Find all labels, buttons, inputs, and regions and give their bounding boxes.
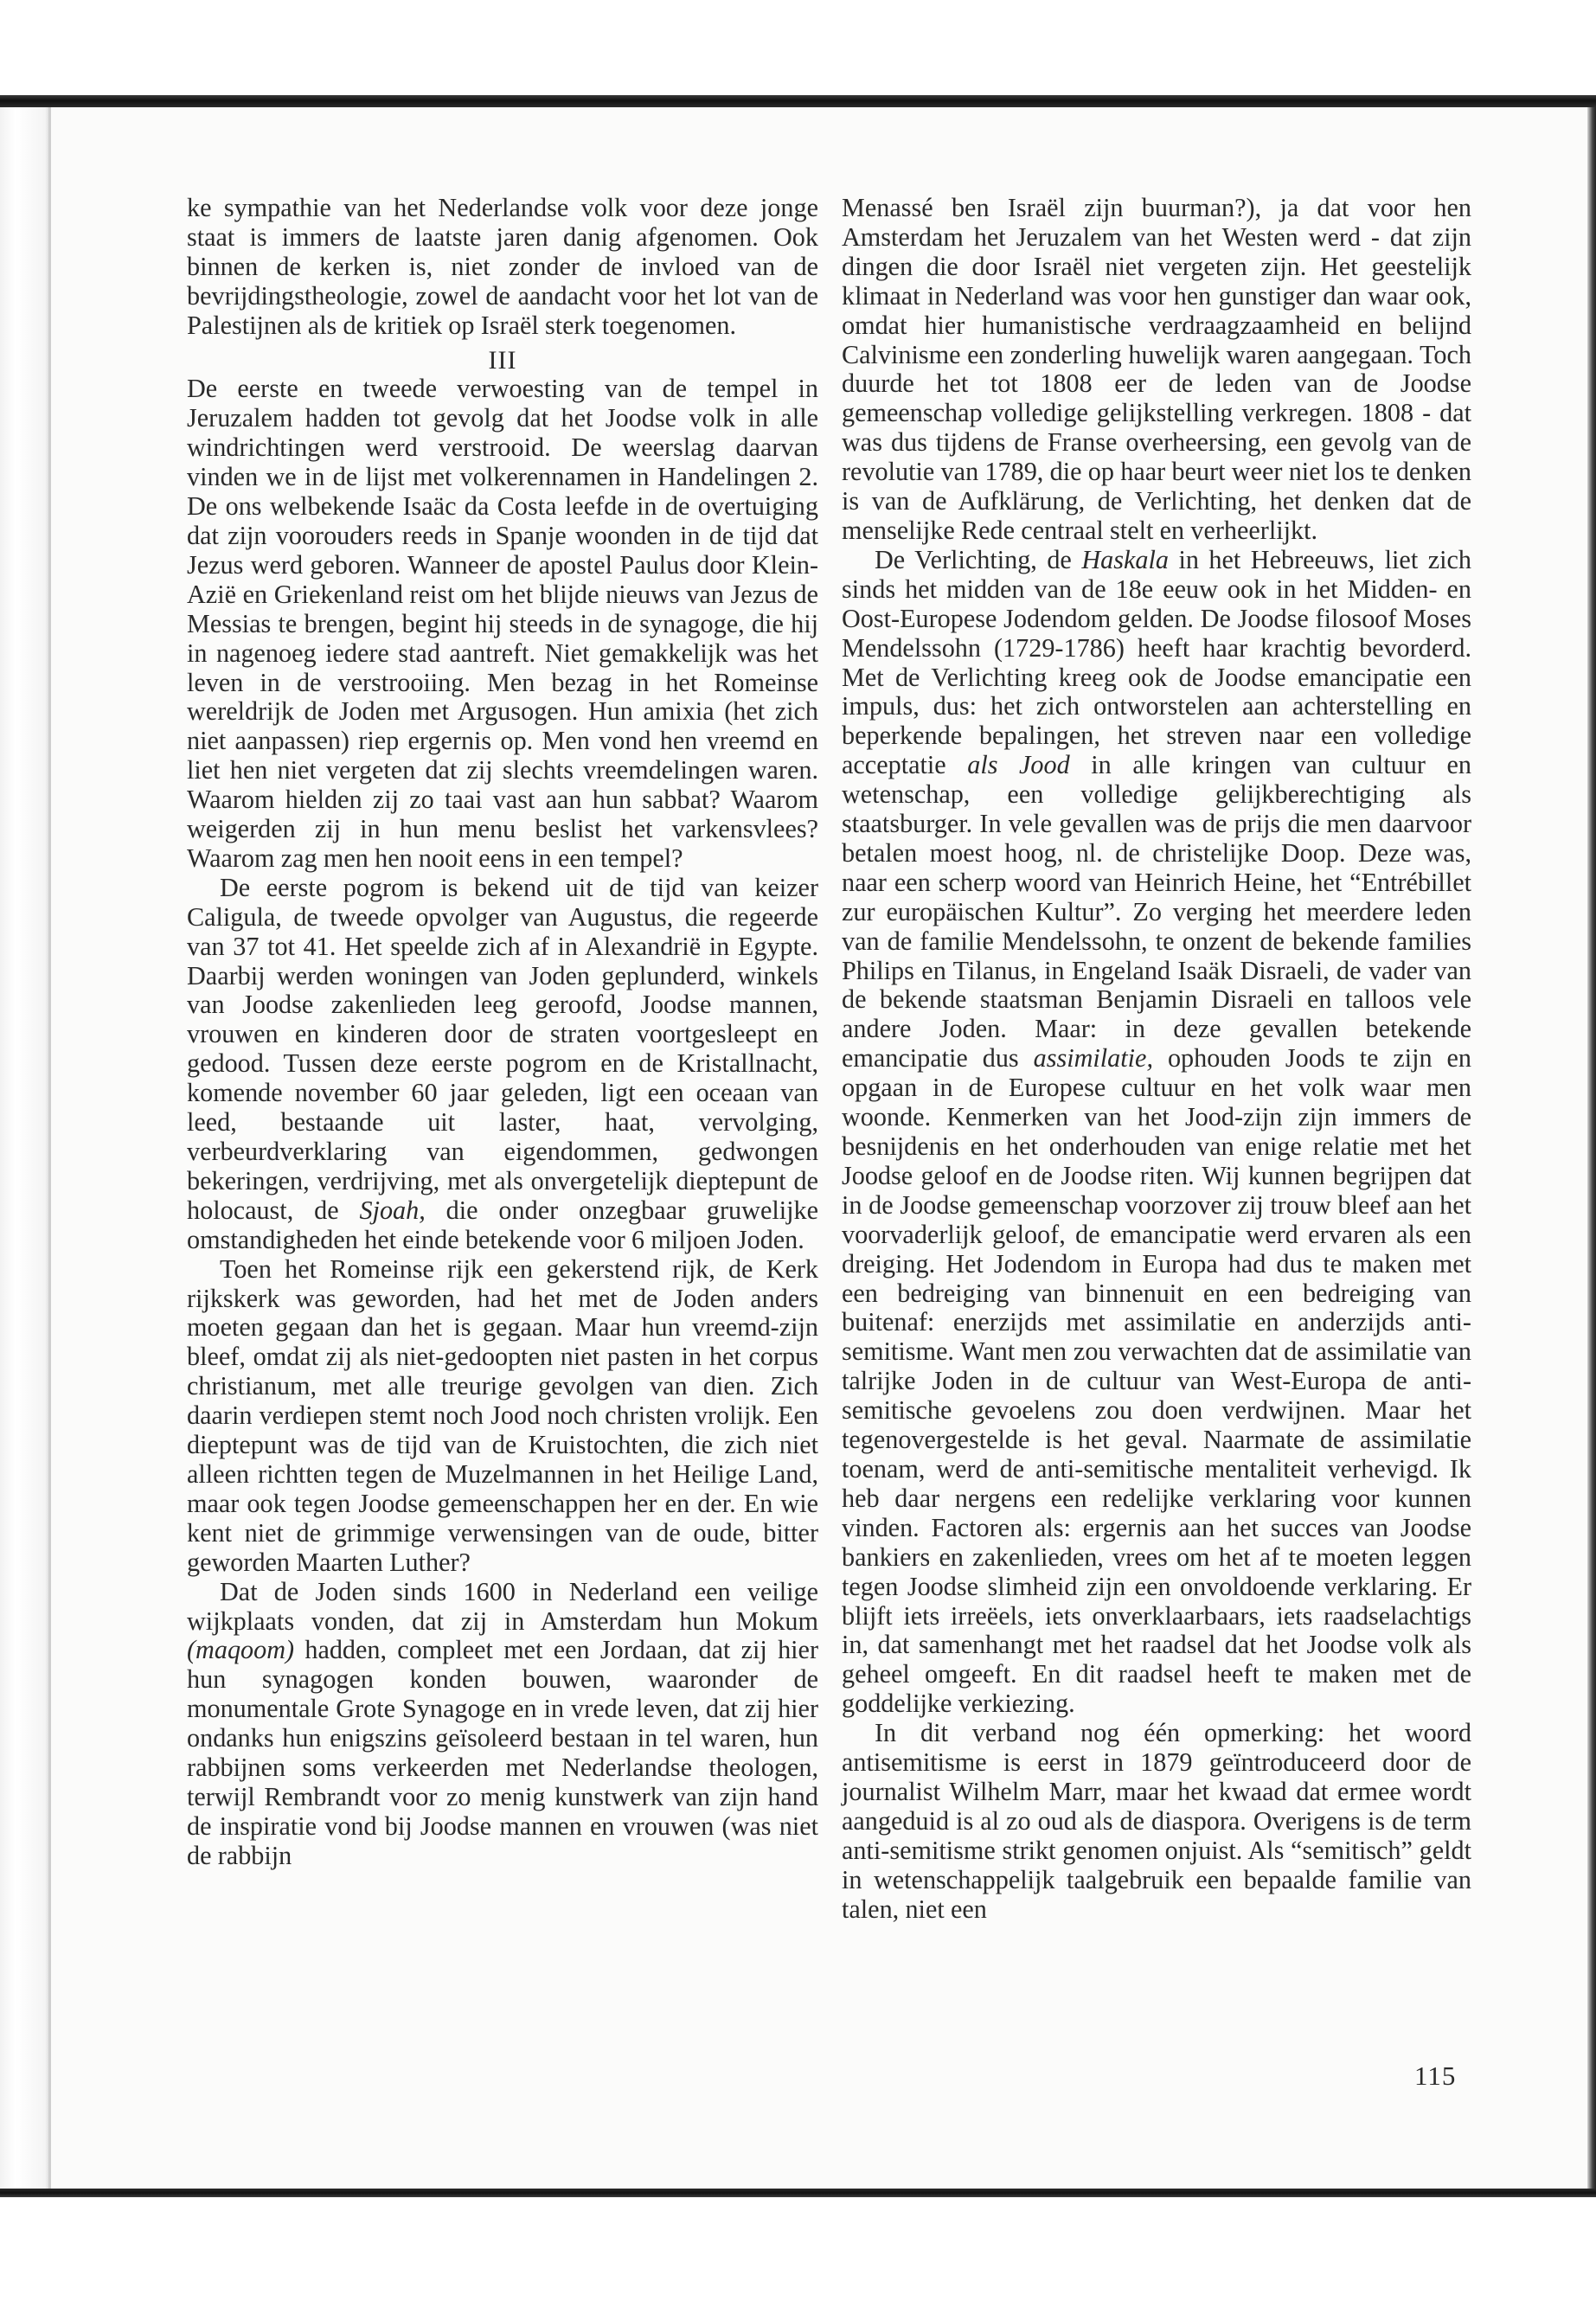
paragraph-text: in het Hebreeuws, liet zich sinds het midden van de 18e eeuw ook in het Midden- en Oost-Europese Jodendom gelden. De Joodse filosoof Moses Mendelssohn (1729-1786) heeft haar krachtig bevorderd. Met de Verlichting kreeg ook de Joodse emancipatie een impuls, dus: het zich ontworstelen aan achterstelling en beperkende bepalingen, het streven naar een volledige acceptatie — [842, 544, 1471, 780]
paragraph: De eerste en tweede verwoesting van de tempel in Jeruzalem hadden tot gevolg dat het Joodse volk in alle windrichtingen werd verstrooid. De weerslag daarvan vinden we in de lijst met volkerennamen in Handelingen 2. De ons welbekende Isaäc da Costa leefde in de overtuiging dat zijn voorouders reeds in Spanje woonden in de tijd dat Jezus werd geboren. Wanneer de apostel Paulus door Klein-Azië en Griekenland reist om het blijde nieuws van Jezus de Messias te brengen, begint hij steeds in de synagoge, die hij in nagenoeg iedere stad aantreft. Niet gemakkelijk was het leven in de verstrooiing. Men bezag in het Romeinse wereldrijk de Joden met Argusogen. Hun amixia (het zich niet aanpassen) riep ergernis op. Men vond hen vreemd en liet hen niet vergeten dat zij slechts vreemdelingen waren. Waarom hielden zij zo taai vast aan hun sabbat? Waarom weigerden zij in hun menu beslist het varkensvlees? Waarom zag men hen nooit eens in een tempel? — [187, 374, 818, 873]
scan-left-margin — [0, 107, 50, 2192]
italic-term: (maqoom) — [187, 1635, 295, 1665]
paragraph: ke sympathie van het Nederlandse volk voor deze jonge staat is immers de laatste jaren danig afgenomen. Ook binnen de kerken is, niet zonder de invloed van de bevrijdingstheologie, zowel de aandacht voor het lot van de Palestijnen als de kritiek op Israël sterk toegenomen. — [187, 193, 818, 340]
paragraph-text: die onder onzegbaar gruwelijke omstandigheden het einde betekende voor 6 miljoen Joden. — [187, 1195, 819, 1254]
scan-bottom-border — [0, 2189, 1596, 2197]
paragraph-text: De eerste pogrom is bekend uit de tijd van keizer Caligula, de tweede opvolger van Augustus, die regeerde van 37 tot 41. Het speelde zich af in Alexandrië in Egypte. Daarbij werden woningen van Joden geplunderd, winkels van Joodse zakenlieden leeg geroofd, Joodse mannen, vrouwen en kinderen door de straten voortgesleept en gedood. Tussen deze eerste pogrom en de Kristallnacht, komende november 60 jaar geleden, ligt een oceaan van leed, bestaande uit laster, haat, vervolging, verbeurdverklaring van eigendommen, gedwongen bekeringen, verdrijving, met als onvergetelijk dieptepunt de holocaust, de — [187, 872, 818, 1225]
paragraph: Toen het Romeinse rijk een gekerstend rijk, de Kerk rijkskerk was geworden, had het met de Joden anders moeten gegaan dan het is gegaan. Maar hun vreemd-zijn bleef, omdat zij als niet-gedoopten niet pasten in het corpus christianum, met alle treurige gevolgen van dien. Zich daarin verdiepen stemt noch Jood noch christen vrolijk. Een dieptepunt was de tijd van de Kruistochten, die zich niet alleen richtten tegen de Muzelmannen in het Heilige Land, maar ook tegen Joodse gemeenschappen her en der. En wie kent niet de grimmige verwensingen van de oude, bitter geworden Maarten Luther? — [187, 1253, 818, 1577]
scan-bottom-margin — [0, 2197, 1596, 2301]
italic-term: Haskala — [1081, 544, 1169, 574]
scan-right-border — [1587, 107, 1596, 2192]
page-number: 115 — [1414, 2061, 1457, 2091]
paragraph-text: hadden, compleet met een Jordaan, dat zij hier hun synagogen konden bouwen, waaronder de monumentale Grote Synagoge en in vrede leven, dat zij hier ondanks hun enigszins geïsoleerd bestaan in tel waren, hun rabbijnen soms verkeerden met Nederlandse theologen, terwijl Rembrandt voor zo menig kunstwerk van zijn hand de inspiratie vond bij Joodse mannen en vrouwen (was niet de rabbijn — [187, 1635, 818, 1870]
scan-top-margin — [0, 0, 1596, 97]
paragraph — [187, 874, 818, 1255]
paragraph-text: ophouden Joods te zijn en opgaan in de Europese cultuur en het volk waar men woonde. Kenmerken van het Jood-zijn zijn immers de besnijdenis en het onderhouden van enige relatie met het Joodse geloof en de Joodse riten. Wij kunnen begrijpen dat in de Joodse gemeenschap voorzover zij trouw bleef aan het voorvaderlijk geloof, de emancipatie werd ervaren als een dreiging. Het Jodendom in Europa had dus te maken met een bedreiging van binnenuit en een bedreiging van buitenaf: enerzijds met assimilatie en anderzijds anti-semitisme. Want men zou verwachten dat de assimilatie van talrijke Joden in de cultuur van West-Europa de anti-semitische gevoelens zou doen verdwijnen. Maar het tegenovergestelde is het geval. Naarmate de assimilatie toenam, werd de anti-semitische mentaliteit verhevigd. Ik heb daar nergens een redelijke verklaring voor kunnen vinden. Factoren als: ergernis aan het succes van Joodse bankiers en zakenlieden, vrees om het af te moeten leggen tegen Joodse slimheid zijn een onvoldoende verklaring. Er blijft iets irreëels, iets onverklaarbaars, iets raadselachtigs in, dat samenhangt met het raadsel dat het Joodse volk als geheel omgeeft. En dit raadsel heeft te maken met de goddelijke verkiezing. — [842, 1043, 1472, 1719]
paragraph-text: Dat de Joden sinds 1600 in Nederland een veilige wijkplaats vonden, dat zij in Amsterdam hun Mokum — [187, 1576, 818, 1636]
italic-term: assimilatie, — [1033, 1043, 1153, 1074]
scan-top-border — [0, 95, 1596, 107]
italic-term: Sjoah, — [359, 1195, 426, 1225]
paragraph — [842, 546, 1471, 1719]
paragraph-text: De Verlichting, de — [875, 544, 1072, 574]
paragraph — [187, 1578, 818, 1871]
paragraph: In dit verband nog één opmerking: het woord antisemitisme is eerst in 1879 geïntroduceerd door de journalist Wilhelm Marr, maar het kwaad dat ermee wordt aangeduid is al zo oud als de diaspora. Overigens is de term anti-semitisme strikt genomen onjuist. Als “semitisch” geldt in wetenschappelijk taalgebruik een bepaalde familie van talen, niet een — [842, 1718, 1471, 1924]
right-text-column — [842, 194, 1471, 1924]
paragraph: Menassé ben Israël zijn buurman?), ja dat voor hen Amsterdam het Jeruzalem van het Westen werd - dat zijn dingen die door Israël niet vergeten zijn. Het geestelijk klimaat in Nederland was voor hen gunstiger dan waar ook, omdat hier humanistische verdraagzaamheid en belijnd Calvinisme een zonderling huwelijk waren aangegaan. Toch duurde het tot 1808 eer de leden van de Joodse gemeenschap volledige gelijkstelling verkregen. 1808 - dat was dus tijdens de Franse overheersing, een gevolg van de revolutie van 1789, die op haar beurt weer niet los te denken is van de Aufklärung, de Verlichting, het denken dat de menselijke Rede centraal stelt en verheerlijkt. — [842, 193, 1471, 545]
section-heading: III — [488, 345, 517, 375]
left-text-column — [187, 194, 818, 1871]
italic-term: als Jood — [967, 750, 1070, 780]
paragraph-text: in alle kringen van cultuur en wetenschap, een volledige gelijkberechtiging als staatsburger. In vele gevallen was de prijs die men daarvoor betalen moest hoog, nl. de christelijke Doop. Deze was, naar een scherp woord van Heinrich Heine, het “Entrébillet zur europäischen Kultur”. Zo verging het meerdere leden van de familie Mendelssohn, te onzent de bekende families Philips en Tilanus, in Engeland Isaäk Disraeli, de vader van de bekende staatsman Benjamin Disraeli en talloos vele andere Joden. Maar: in deze gevallen betekende emancipatie dus — [842, 750, 1472, 1074]
